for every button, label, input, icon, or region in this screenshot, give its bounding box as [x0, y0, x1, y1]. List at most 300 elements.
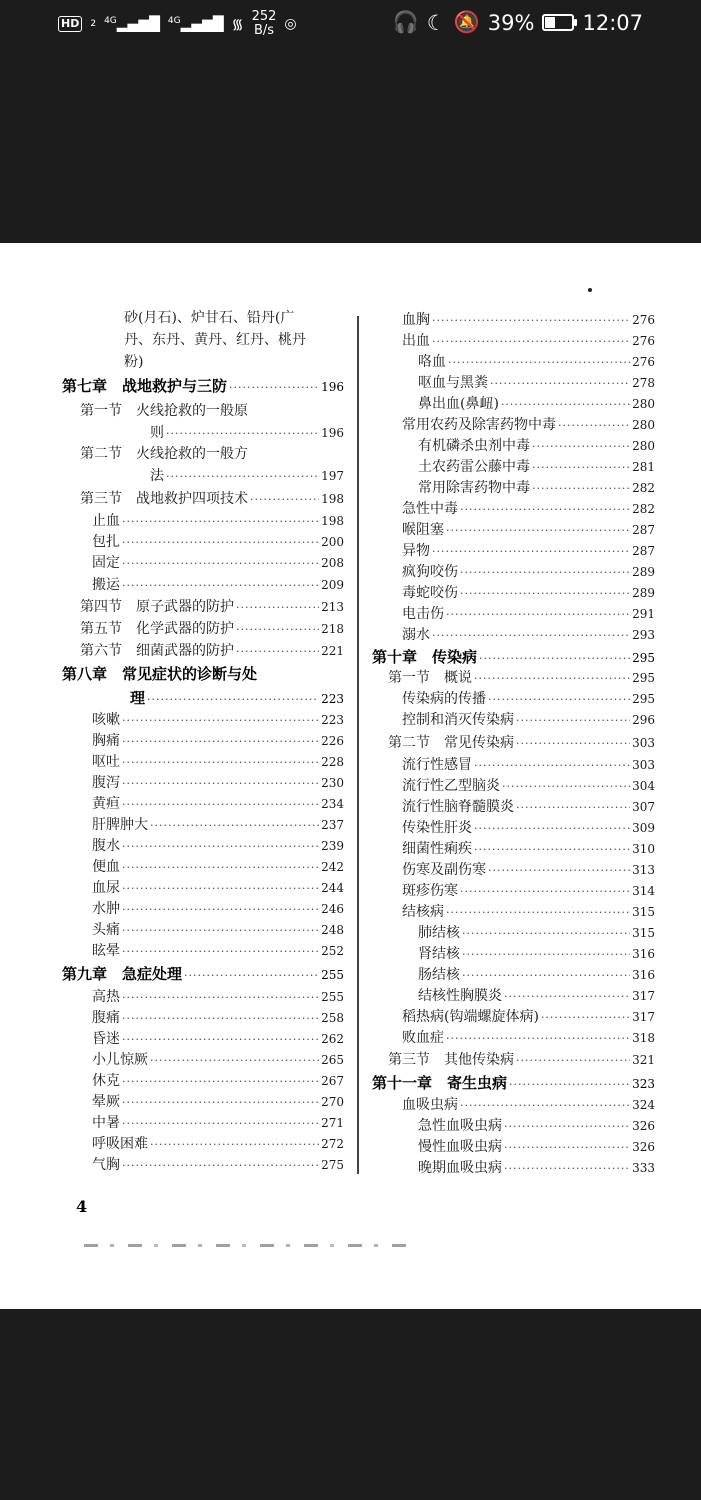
toc-entry[interactable] — [372, 646, 655, 666]
toc-entry[interactable] — [80, 488, 344, 508]
toc-entry-page: 270 — [321, 1095, 344, 1109]
toc-entry-title: 便血 — [92, 859, 120, 875]
dot-leader — [446, 608, 630, 621]
toc-entry[interactable] — [402, 901, 655, 921]
dot-leader — [122, 714, 319, 727]
toc-entry[interactable] — [92, 1112, 344, 1132]
toc-entry-title: 搬运 — [92, 577, 120, 593]
toc-entry[interactable] — [92, 1007, 344, 1027]
toc-entry-title: 血尿 — [92, 880, 120, 896]
toc-entry-page: 223 — [321, 692, 344, 706]
toc-entry[interactable] — [92, 552, 344, 572]
toc-entry-page: 317 — [632, 1010, 655, 1024]
toc-entry-title: 流行性乙型脑炎 — [402, 778, 500, 794]
toc-entry-title: 腹水 — [92, 838, 120, 854]
toc-entry[interactable] — [92, 1028, 344, 1048]
toc-entry-page: 246 — [321, 902, 344, 916]
toc-entry-title: 细菌性痢疾 — [402, 841, 472, 857]
document-page[interactable] — [0, 243, 701, 1309]
toc-entry-title: 第一节 火线抢救的一般原 — [80, 403, 248, 419]
toc-entry-page: 228 — [321, 755, 344, 769]
toc-entry-page: 280 — [632, 418, 655, 432]
toc-entry-title: 呕血与黑粪 — [418, 375, 488, 391]
toc-entry-title: 高热 — [92, 989, 120, 1005]
dot-leader — [122, 903, 319, 916]
toc-entry-page: 333 — [632, 1161, 655, 1175]
dot-leader — [558, 419, 630, 432]
toc-entry[interactable] — [80, 596, 344, 616]
toc-entry[interactable] — [402, 1006, 655, 1026]
dot-leader — [460, 566, 630, 579]
toc-entry-page: 295 — [632, 692, 655, 706]
toc-entry-title: 咳嗽 — [92, 712, 120, 728]
toc-entry-title: 喉阻塞 — [402, 522, 444, 538]
toc-entry[interactable] — [92, 531, 344, 551]
toc-entry[interactable] — [150, 422, 344, 442]
toc-entry[interactable] — [388, 732, 655, 752]
toc-entry-title: 止血 — [92, 513, 120, 529]
dot-leader — [501, 398, 630, 411]
toc-entry-page: 276 — [632, 313, 655, 327]
toc-entry-page: 248 — [321, 923, 344, 937]
toc-entry-title: 咯血 — [418, 354, 446, 370]
toc-entry-page: 316 — [632, 968, 655, 982]
toc-entry[interactable] — [402, 603, 655, 623]
toc-entry-title: 小儿惊厥 — [92, 1052, 148, 1068]
dot-leader — [460, 503, 630, 516]
toc-entry[interactable] — [92, 772, 344, 792]
dot-leader — [504, 1120, 630, 1133]
toc-entry-page: 223 — [321, 713, 344, 727]
sync-icon: ◎ — [284, 16, 297, 32]
battery-icon — [542, 14, 574, 31]
toc-entry-title: 第十一章 寄生虫病 — [372, 1074, 508, 1092]
toc-entry-title: 第七章 战地救护与三防 — [62, 377, 228, 395]
dot-leader — [122, 924, 319, 937]
toc-entry-title: 溺水 — [402, 627, 430, 643]
toc-entry-page: 318 — [632, 1031, 655, 1045]
dot-leader — [474, 759, 630, 772]
dot-leader — [504, 1141, 630, 1154]
dot-leader — [516, 801, 630, 814]
signal-icon: $^{4G}$▂▄▆█ — [104, 15, 160, 33]
dot-leader — [122, 991, 319, 1004]
toc-entry-title: 昏迷 — [92, 1031, 120, 1047]
toc-entry[interactable] — [402, 775, 655, 795]
dot-leader — [236, 623, 319, 636]
toc-entry-title: 法 — [150, 468, 164, 484]
toc-entry-title: 血胸 — [402, 312, 430, 328]
dot-leader — [532, 461, 630, 474]
dot-leader — [122, 557, 319, 570]
moon-icon: ☾ — [426, 10, 446, 35]
toc-entry[interactable] — [92, 1070, 344, 1090]
toc-entry[interactable] — [418, 922, 655, 942]
toc-entry[interactable] — [92, 1133, 344, 1153]
toc-entry-page: 198 — [321, 514, 344, 528]
signal-type-2: 4G — [167, 15, 181, 26]
dot-leader — [432, 335, 630, 348]
toc-entry[interactable] — [402, 1027, 655, 1047]
toc-entry-title: 第十章 传染病 — [372, 648, 478, 666]
toc-entry[interactable] — [402, 838, 655, 858]
toc-entry[interactable] — [62, 663, 344, 683]
toc-entry-page: 244 — [321, 881, 344, 895]
dot-leader — [532, 440, 630, 453]
toc-entry-title: 伤寒及副伤寒 — [402, 862, 486, 878]
toc-entry-title: 稻热病(钩端螺旋体病) — [402, 1009, 539, 1025]
toc-entry[interactable] — [418, 351, 655, 371]
dot-leader — [122, 1012, 319, 1025]
signal-type-1: 4G — [104, 15, 117, 26]
toc-entry[interactable] — [418, 985, 655, 1005]
battery-percent: 39% — [487, 10, 535, 35]
toc-entry-page: 291 — [632, 607, 655, 621]
dot-leader — [462, 927, 630, 940]
toc-entry[interactable] — [80, 443, 344, 463]
dot-leader — [479, 652, 630, 665]
dot-leader — [122, 536, 319, 549]
clock: 12:07 — [582, 10, 643, 35]
battery-fill — [545, 17, 554, 28]
toc-entry-title: 土农药雷公藤中毒 — [418, 459, 530, 475]
toc-entry-page: 293 — [632, 628, 655, 642]
toc-entry-page: 230 — [321, 776, 344, 790]
toc-entry[interactable] — [418, 372, 655, 392]
toc-entry-page: 267 — [321, 1074, 344, 1088]
toc-entry-page: 315 — [632, 926, 655, 940]
toc-entry-title: 第八章 常见症状的诊断与处 — [62, 665, 258, 683]
toc-entry-title: 流行性感冒 — [402, 757, 472, 773]
toc-entry[interactable] — [402, 330, 655, 350]
toc-entry-title: 传染病的传播 — [402, 691, 486, 707]
toc-entry[interactable] — [92, 730, 344, 750]
dot-leader — [122, 777, 319, 790]
dot-leader — [122, 1159, 319, 1172]
network-speed — [252, 10, 277, 38]
toc-entry-title: 有机磷杀虫剂中毒 — [418, 438, 530, 454]
toc-entry-page: 272 — [321, 1137, 344, 1151]
toc-entry[interactable] — [92, 835, 344, 855]
toc-entry[interactable] — [402, 519, 655, 539]
toc-entry-page: 304 — [632, 779, 655, 793]
toc-entry-page: 303 — [632, 736, 655, 750]
toc-entry[interactable] — [418, 477, 655, 497]
toc-entry-page: 239 — [321, 839, 344, 853]
dot-leader — [532, 482, 630, 495]
dot-leader — [488, 864, 630, 877]
toc-entry[interactable] — [402, 754, 655, 774]
dot-leader — [460, 1099, 630, 1112]
toc-entry-page: 252 — [321, 944, 344, 958]
toc-entry-page: 271 — [321, 1116, 344, 1130]
toc-entry[interactable] — [402, 688, 655, 708]
dot-leader — [446, 1032, 630, 1045]
dot-leader — [122, 1033, 319, 1046]
toc-entry-page: 255 — [321, 968, 344, 982]
toc-entry-title: 头痛 — [92, 922, 120, 938]
toc-entry-page: 287 — [632, 523, 655, 537]
dot-leader — [166, 427, 319, 440]
toc-entry-title: 第一节 概说 — [388, 670, 472, 686]
toc-entry-title: 休克 — [92, 1073, 120, 1089]
toc-entry-title: 急性中毒 — [402, 501, 458, 517]
toc-entry[interactable] — [92, 574, 344, 594]
toc-entry-title: 结核性胸膜炎 — [418, 988, 502, 1004]
toc-entry[interactable] — [402, 709, 655, 729]
dot-leader — [432, 629, 630, 642]
dot-leader — [122, 735, 319, 748]
toc-entry[interactable] — [402, 561, 655, 581]
toc-entry[interactable] — [402, 309, 655, 329]
toc-entry-page: 326 — [632, 1140, 655, 1154]
sim-slot: 2 — [90, 19, 97, 29]
toc-entry[interactable] — [130, 687, 344, 707]
dot-leader — [184, 969, 319, 982]
dot-leader — [516, 1054, 630, 1067]
toc-entry[interactable] — [402, 624, 655, 644]
dot-leader — [122, 840, 319, 853]
toc-entry-title: 第五节 化学武器的防护 — [80, 621, 234, 637]
toc-entry-page: 282 — [632, 502, 655, 516]
toc-entry-page: 200 — [321, 535, 344, 549]
toc-entry[interactable] — [418, 964, 655, 984]
toc-entry[interactable] — [418, 1115, 655, 1135]
toc-entry[interactable] — [92, 919, 344, 939]
toc-entry-page: 234 — [321, 797, 344, 811]
toc-entry-page: 315 — [632, 905, 655, 919]
toc-entry-page: 295 — [632, 671, 655, 685]
toc-entry-title: 慢性血吸虫病 — [418, 1139, 502, 1155]
page-number: 4 — [76, 1197, 88, 1216]
speck — [588, 288, 592, 292]
toc-entry-title: 血吸虫病 — [402, 1097, 458, 1113]
headphones-icon: 🎧 — [392, 10, 419, 34]
toc-entry-title: 肾结核 — [418, 946, 460, 962]
toc-entry-title: 出血 — [402, 333, 430, 349]
toc-entry-page: 287 — [632, 544, 655, 558]
toc-entry-page: 196 — [321, 426, 344, 440]
toc-entry-title: 败血症 — [402, 1030, 444, 1046]
dot-leader — [122, 882, 319, 895]
toc-entry[interactable] — [62, 375, 344, 395]
toc-entry-title: 电击伤 — [402, 606, 444, 622]
toc-entry[interactable] — [388, 1049, 655, 1069]
toc-entry[interactable] — [418, 943, 655, 963]
dot-leader — [150, 1138, 319, 1151]
dot-leader — [236, 645, 319, 658]
toc-entry[interactable] — [80, 640, 344, 660]
toc-entry-page: 314 — [632, 884, 655, 898]
toc-entry-page: 197 — [321, 469, 344, 483]
speed-value: 252 — [251, 9, 277, 24]
toc-entry-page: 262 — [321, 1032, 344, 1046]
toc-entry-page: 198 — [321, 492, 344, 506]
dot-leader — [504, 1162, 630, 1175]
dot-leader — [122, 798, 319, 811]
toc-entry-title: 第二节 火线抢救的一般方 — [80, 446, 248, 462]
dot-leader — [460, 587, 630, 600]
toc-entry-page: 295 — [632, 651, 655, 665]
toc-entry-page: 265 — [321, 1053, 344, 1067]
status-left — [58, 10, 297, 38]
toc-entry-title: 腹泻 — [92, 775, 120, 791]
dot-leader — [236, 601, 319, 614]
toc-entry-title: 第四节 原子武器的防护 — [80, 599, 234, 615]
dot-leader — [462, 969, 630, 982]
dot-leader — [122, 579, 319, 592]
toc-entry[interactable] — [402, 880, 655, 900]
toc-entry-title: 第二节 常见传染病 — [388, 735, 514, 751]
toc-entry[interactable] — [92, 986, 344, 1006]
toc-entry-title: 疯狗咬伤 — [402, 564, 458, 580]
toc-entry-page: 309 — [632, 821, 655, 835]
toc-entry[interactable] — [402, 414, 655, 434]
toc-entry[interactable] — [418, 435, 655, 455]
toc-entry[interactable] — [92, 510, 344, 530]
toc-entry[interactable] — [92, 1091, 344, 1111]
toc-entry-page: 208 — [321, 556, 344, 570]
hd-badge: HD — [58, 16, 82, 32]
toc-entry-title: 中暑 — [92, 1115, 120, 1131]
toc-entry[interactable] — [80, 400, 344, 420]
signal-icon: $^{4G}$▂▄▆█ — [167, 15, 224, 33]
toc-entry-title: 常用农药及除害药物中毒 — [402, 417, 556, 433]
dot-leader — [516, 714, 630, 727]
continuation-line: 丹、东丹、黄丹、红丹、桃丹 — [124, 332, 306, 348]
dot-leader — [122, 861, 319, 874]
toc-entry-title: 固定 — [92, 555, 120, 571]
toc-entry-page: 323 — [632, 1077, 655, 1091]
continuation-line: 粉) — [124, 354, 144, 370]
toc-entry[interactable] — [418, 393, 655, 413]
toc-entry[interactable] — [402, 796, 655, 816]
toc-entry-page: 313 — [632, 863, 655, 877]
toc-entry[interactable] — [92, 940, 344, 960]
dot-leader — [122, 945, 319, 958]
toc-entry[interactable] — [402, 859, 655, 879]
toc-entry[interactable] — [80, 618, 344, 638]
toc-entry-page: 326 — [632, 1119, 655, 1133]
toc-entry-title: 晚期血吸虫病 — [418, 1160, 502, 1176]
toc-entry[interactable] — [402, 1094, 655, 1114]
toc-entry[interactable] — [62, 963, 344, 983]
toc-entry[interactable] — [92, 898, 344, 918]
toc-entry[interactable] — [372, 1072, 655, 1092]
toc-entry-title: 肺结核 — [418, 925, 460, 941]
toc-entry-title: 呼吸困难 — [92, 1136, 148, 1152]
toc-entry-page: 237 — [321, 818, 344, 832]
toc-entry-title: 气胸 — [92, 1157, 120, 1173]
toc-entry-title: 腹痛 — [92, 1010, 120, 1026]
wifi-icon: ᯾ — [231, 16, 244, 33]
speed-unit: B/s — [253, 23, 275, 38]
toc-entry[interactable] — [418, 456, 655, 476]
toc-entry[interactable] — [388, 667, 655, 687]
dot-leader — [448, 356, 630, 369]
toc-entry-page: 303 — [632, 758, 655, 772]
dot-leader — [150, 819, 319, 832]
toc-entry-title: 晕厥 — [92, 1094, 120, 1110]
toc-entry[interactable] — [92, 856, 344, 876]
toc-entry[interactable] — [402, 498, 655, 518]
dot-leader — [446, 524, 630, 537]
dot-leader — [488, 693, 630, 706]
toc-entry-title: 毒蛇咬伤 — [402, 585, 458, 601]
dot-leader — [122, 1096, 319, 1109]
toc-entry[interactable] — [92, 877, 344, 897]
dot-leader — [147, 693, 319, 706]
dot-leader — [460, 885, 630, 898]
dot-leader — [509, 1078, 630, 1091]
toc-entry-title: 流行性脑脊髓膜炎 — [402, 799, 514, 815]
toc-entry-page: 221 — [321, 644, 344, 658]
toc-entry-title: 第六节 细菌武器的防护 — [80, 643, 234, 659]
toc-entry[interactable] — [418, 1136, 655, 1156]
toc-entry-title: 结核病 — [402, 904, 444, 920]
dot-leader — [462, 948, 630, 961]
status-right — [393, 10, 643, 35]
toc-entry-title: 胸痛 — [92, 733, 120, 749]
toc-entry-page: 276 — [632, 334, 655, 348]
toc-entry-page: 242 — [321, 860, 344, 874]
toc-entry-page: 282 — [632, 481, 655, 495]
toc-entry-page: 196 — [321, 380, 344, 394]
column-divider — [357, 316, 359, 1174]
toc-entry-page: 209 — [321, 578, 344, 592]
toc-entry[interactable] — [150, 465, 344, 485]
toc-entry-title: 理 — [130, 689, 146, 707]
toc-entry[interactable] — [402, 817, 655, 837]
toc-entry[interactable] — [92, 1049, 344, 1069]
toc-entry-page: 317 — [632, 989, 655, 1003]
toc-entry-page: 276 — [632, 355, 655, 369]
toc-entry-title: 肠结核 — [418, 967, 460, 983]
dot-leader — [541, 1011, 630, 1024]
toc-entry-title: 肝脾肿大 — [92, 817, 148, 833]
toc-entry-page: 280 — [632, 439, 655, 453]
toc-entry-page: 310 — [632, 842, 655, 856]
toc-entry-title: 呕吐 — [92, 754, 120, 770]
toc-entry-title: 水肿 — [92, 901, 120, 917]
dot-leader — [150, 1054, 319, 1067]
toc-entry-title: 黄疸 — [92, 796, 120, 812]
dot-leader — [122, 1117, 319, 1130]
toc-continuation — [124, 307, 306, 373]
dot-leader — [166, 470, 319, 483]
toc-entry[interactable] — [92, 709, 344, 729]
toc-entry-title: 鼻出血(鼻衄) — [418, 396, 499, 412]
toc-entry[interactable] — [92, 751, 344, 771]
toc-entry[interactable] — [418, 1157, 655, 1177]
toc-entry-page: 278 — [632, 376, 655, 390]
toc-entry[interactable] — [92, 793, 344, 813]
dot-leader — [474, 843, 630, 856]
toc-entry[interactable] — [402, 582, 655, 602]
dot-leader — [474, 822, 630, 835]
dot-leader — [504, 990, 630, 1003]
toc-entry[interactable] — [92, 814, 344, 834]
toc-entry-title: 常用除害药物中毒 — [418, 480, 530, 496]
toc-entry[interactable] — [402, 540, 655, 560]
toc-entry-page: 324 — [632, 1098, 655, 1112]
toc-entry-title: 异物 — [402, 543, 430, 559]
toc-entry[interactable] — [92, 1154, 344, 1174]
scan-artifact — [84, 1244, 414, 1247]
dot-leader — [122, 1075, 319, 1088]
status-bar — [0, 0, 701, 52]
toc-entry-title: 斑疹伤寒 — [402, 883, 458, 899]
